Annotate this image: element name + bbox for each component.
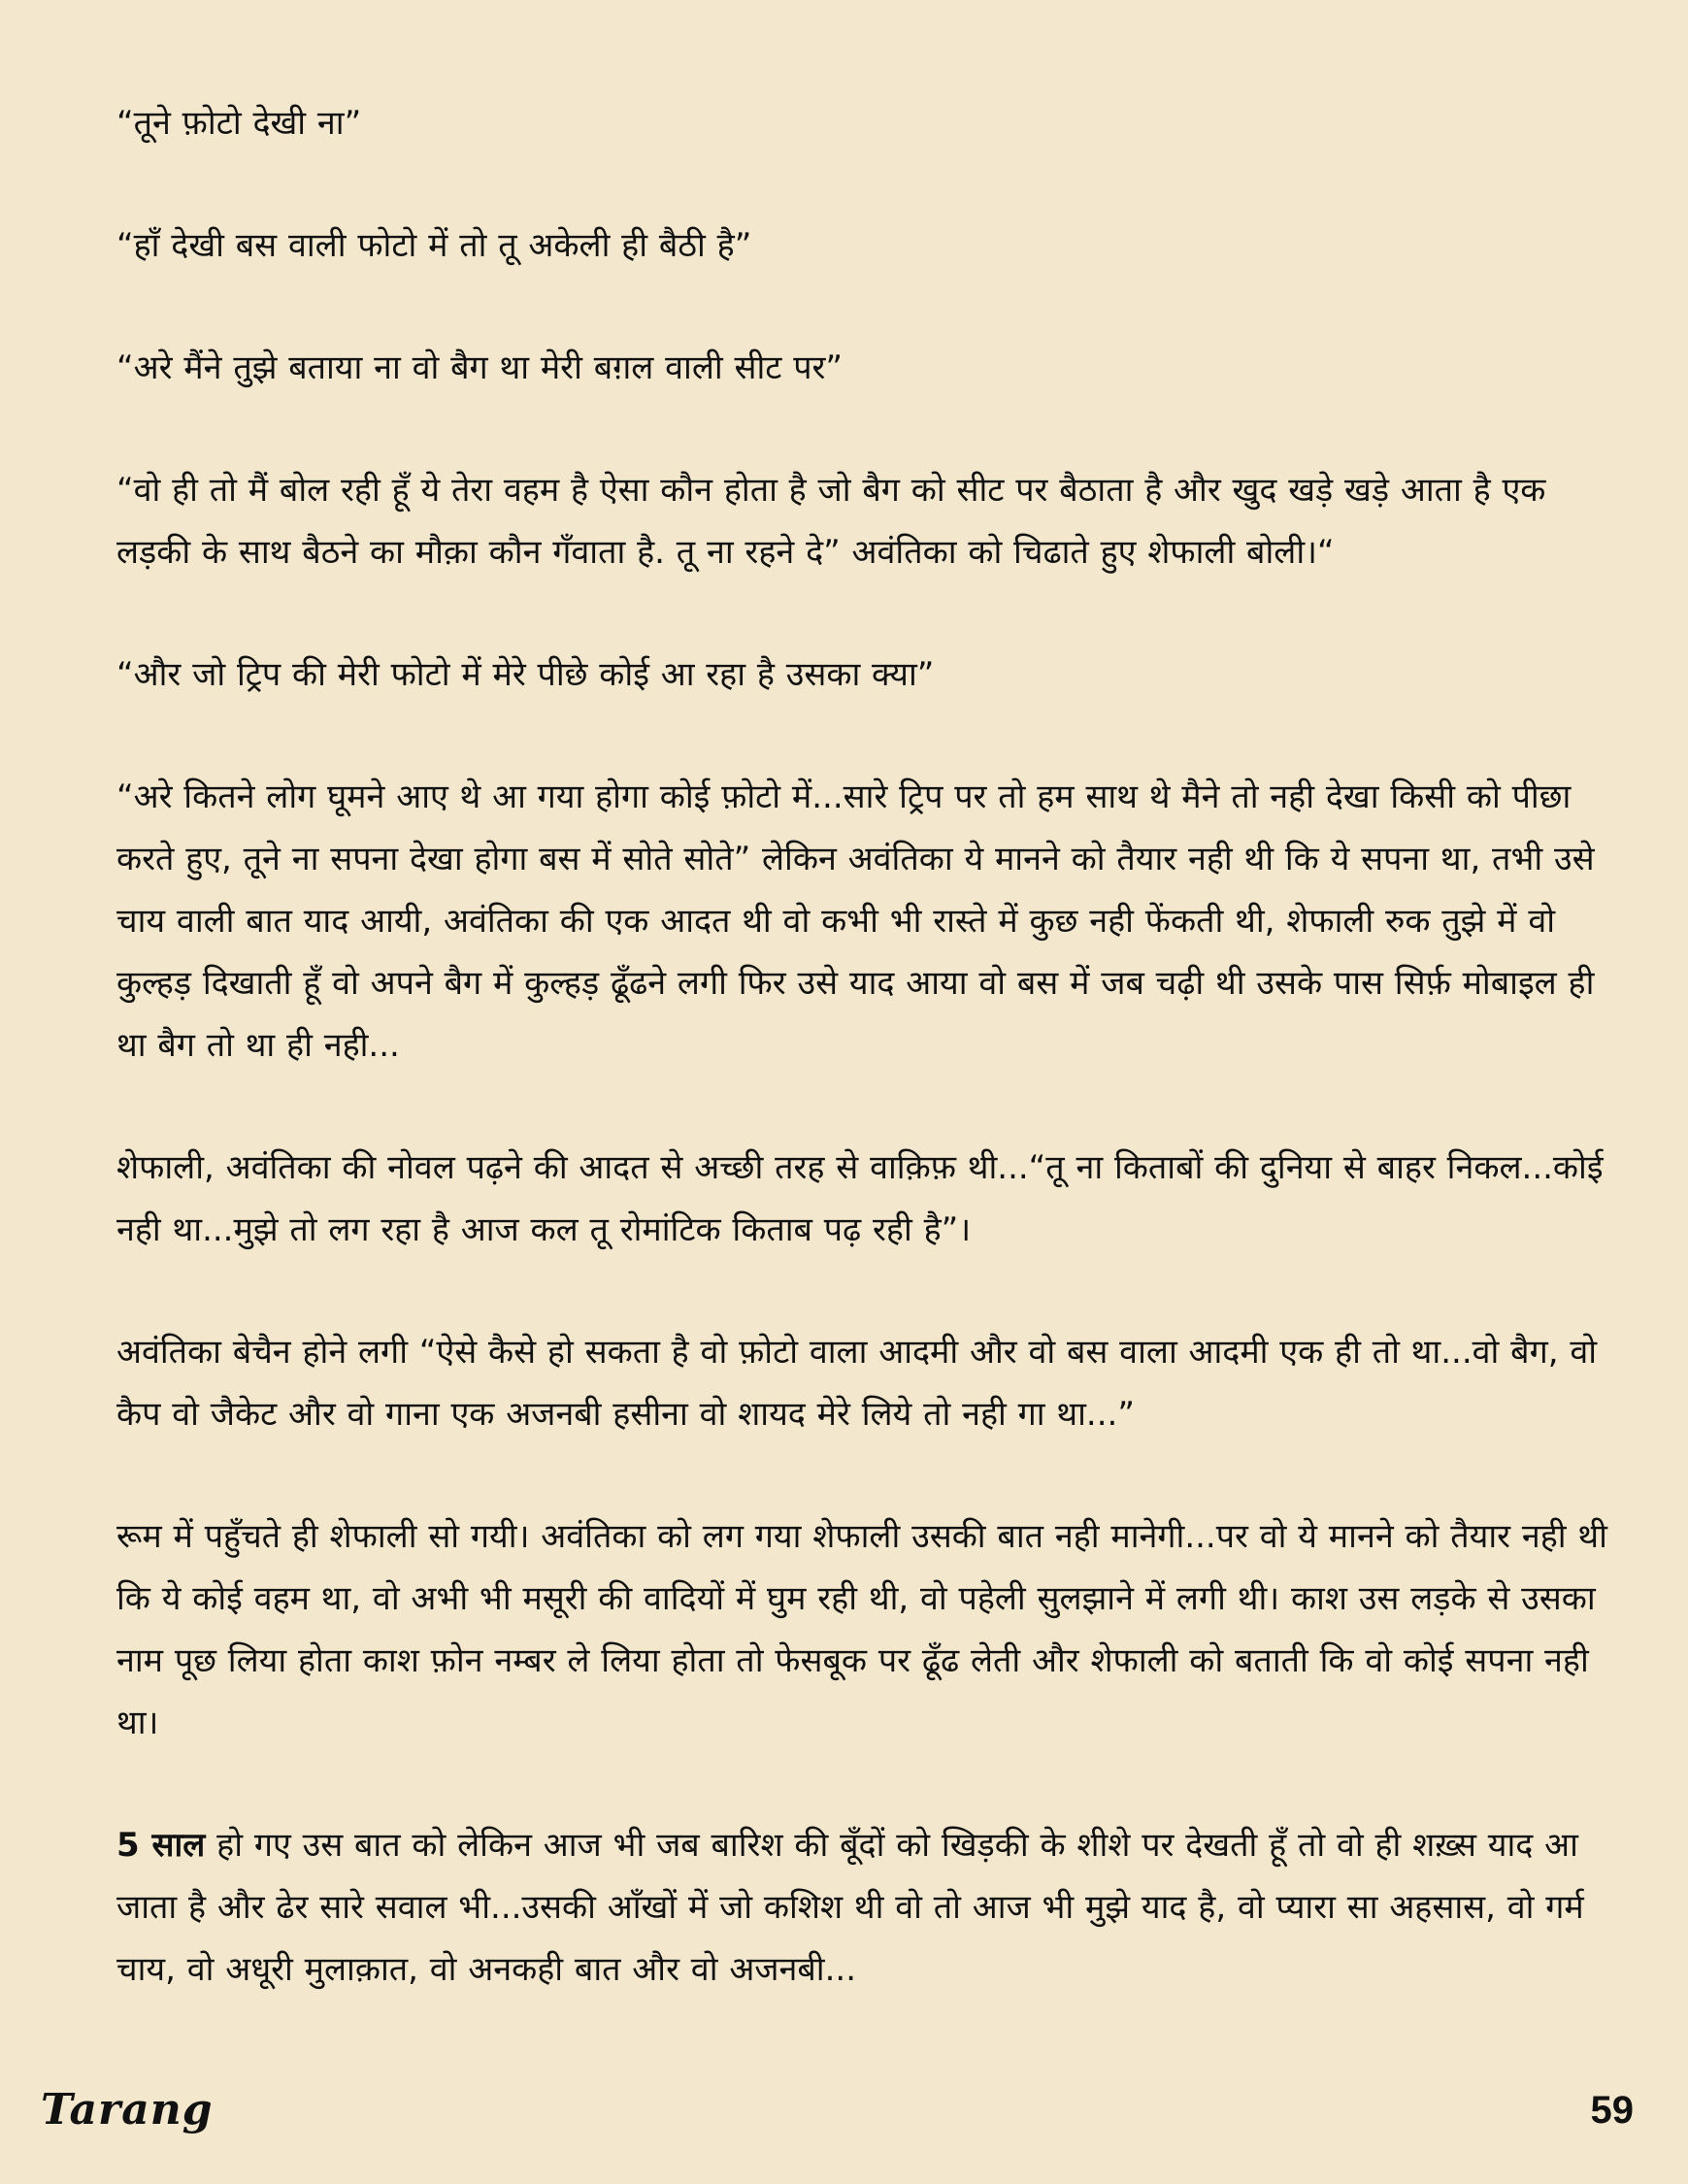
paragraph-10 [116,1814,1611,2001]
story-text [116,92,1611,2001]
page-number: 59 [1590,2089,1634,2132]
paragraph-6: “अरे कितने लोग घूमने आए थे आ गया होगा कोई फ़ोटो में...सारे ट्रिप पर तो हम साथ थे मैने तो नही देखा किसी को पीछा करते हुए, तूने ना सपना देखा होगा बस में सोते सोते” लेकिन अवंतिका ये मानने को तैयार नही थी कि ये सपना था, तभी उसे चाय वाली बात याद आयी, अवंतिका की एक आदत थी वो कभी भी रास्ते में कुछ नही फेंकती थी, शेफाली रुक तुझे में वो कुल्हड़ दिखाती हूँ वो अपने बैग में कुल्हड़ ढूँढने लगी फिर उसे याद आया वो बस में जब चढ़ी थी उसके पास सिर्फ़ मोबाइल ही था बैग तो था ही नही... [116,778,1595,1065]
paragraph-4: “वो ही तो मैं बोल रही हूँ ये तेरा वहम है ऐसा कौन होता है जो बैग को सीट पर बैठाता है और खुद खड़े खड़े आता है एक लड़की के साथ बैठने का मौक़ा कौन गँवाता है. तू ना रहने दे” अवंतिका को चिढाते हुए शेफाली बोली।“ [116,471,1546,572]
paragraph-2: “हाँ देखी बस वाली फोटो में तो तू अकेली ही बैठी है” [116,226,752,265]
paragraph-10-text: हो गए उस बात को लेकिन आज भी जब बारिश की बूँदों को खिड़की के शीशे पर देखती हूँ तो वो ही शख़्स याद आ जाता है और ढेर सारे सवाल भी...उसकी आँखों में जो कशिश थी वो तो आज भी मुझे याद है, वो प्यारा सा अहसास, वो गर्म चाय, वो अधूरी मुलाक़ात, वो अनकही बात और वो अजनबी... [116,1826,1584,1989]
paragraph-1: “तूने फ़ोटो देखी ना” [116,104,362,143]
paragraph-9: रूम में पहुँचते ही शेफाली सो गयी। अवंतिका को लग गया शेफाली उसकी बात नही मानेगी...पर वो ये मानने को तैयार नही थी कि ये कोई वहम था, वो अभी भी मसूरी की वादियों में घुम रही थी, वो पहेली सुलझाने में लगी थी। काश उस लड़के से उसका नाम पूछ लिया होता काश फ़ोन नम्बर ले लिया होता तो फेसबूक पर ढूँढ लेती और शेफाली को बताती कि वो कोई सपना नही था। [116,1517,1607,1742]
paragraph-10-bold-lead: 5 साल [116,1826,206,1865]
paragraph-5: “और जो ट्रिप की मेरी फोटो में मेरे पीछे कोई आ रहा है उसका क्या” [116,655,935,694]
paragraph-8: अवंतिका बेचैन होने लगी “ऐसे कैसे हो सकता है वो फ़ोटो वाला आदमी और वो बस वाला आदमी एक ही तो था...वो बैग, वो कैप वो जैकेट और वो गाना एक अजनबी हसीना वो शायद मेरे लिये तो नही गा था...” [116,1333,1598,1434]
magazine-logo: Tarang [41,2085,214,2134]
paragraph-3: “अरे मैंने तुझे बताया ना वो बैग था मेरी बग़ल वाली सीट पर” [116,348,844,387]
paragraph-7: शेफाली, अवंतिका की नोवल पढ़ने की आदत से अच्छी तरह से वाक़िफ़ थी...“तू ना किताबों की दुनिया से बाहर निकल...कोई नही था...मुझे तो लग रहा है आज कल तू रोमांटिक किताब पढ़ रही है”। [116,1148,1604,1249]
